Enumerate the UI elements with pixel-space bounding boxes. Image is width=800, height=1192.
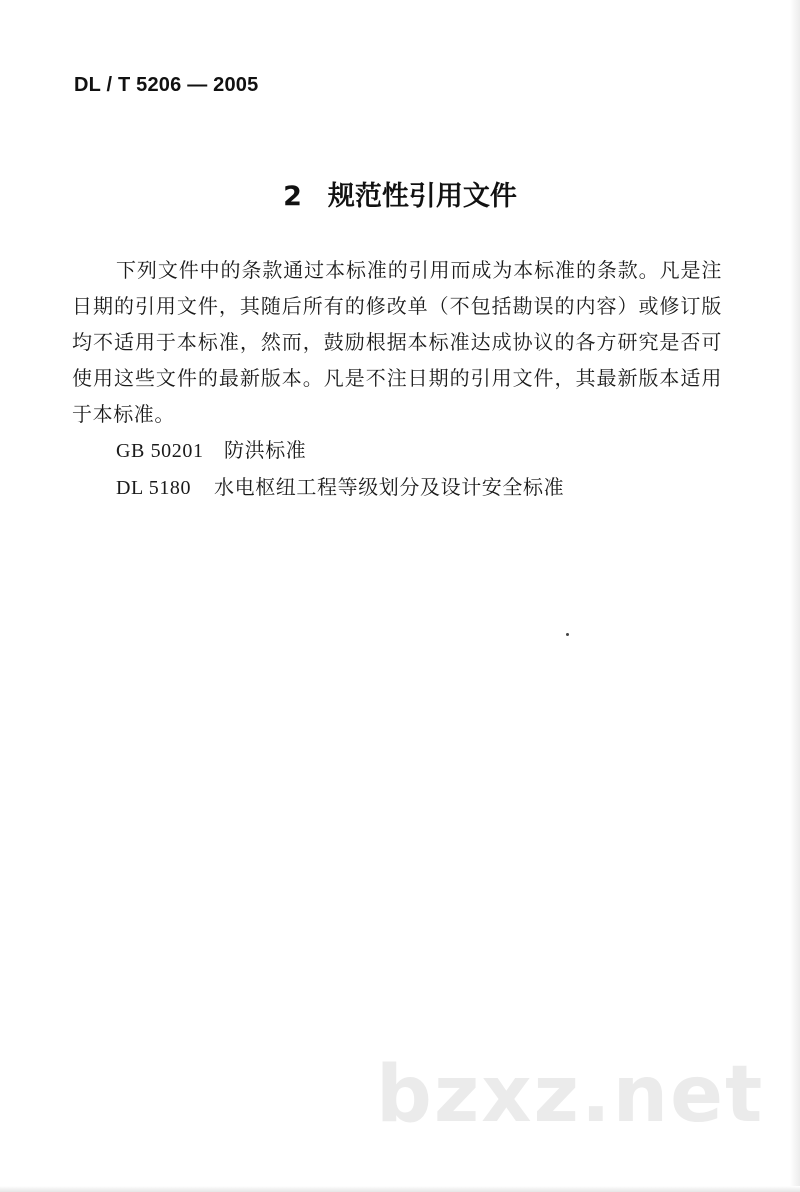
reference-list: [72, 432, 722, 506]
site-watermark: bzxz.net: [376, 1050, 765, 1140]
section-number: 2: [283, 181, 302, 212]
section-body: [72, 252, 722, 506]
page-bottom-shadow: [0, 1186, 800, 1192]
section-heading: [0, 174, 800, 213]
standard-code-header: DL / T 5206 — 2005: [74, 74, 259, 96]
reference-title: 水电枢纽工程等级划分及设计安全标准: [214, 475, 565, 499]
reference-code: GB 50201: [116, 440, 204, 462]
intro-paragraph: 下列文件中的条款通过本标准的引用而成为本标准的条款。凡是注日期的引用文件，其随后所有的修改单（不包括勘误的内容）或修订版均不适用于本标准，然而，鼓励根据本标准达成协议的各方研究是否可使用这些文件的最新版本。凡是不注日期的引用文件，其最新版本适用于本标准。: [72, 258, 722, 426]
reference-code: DL 5180: [116, 477, 192, 499]
scan-speck: [566, 633, 569, 636]
section-title-text: 规范性引用文件: [327, 181, 517, 212]
reference-title: 防洪标准: [224, 438, 307, 462]
reference-item: [72, 432, 722, 469]
reference-item: [72, 469, 722, 506]
